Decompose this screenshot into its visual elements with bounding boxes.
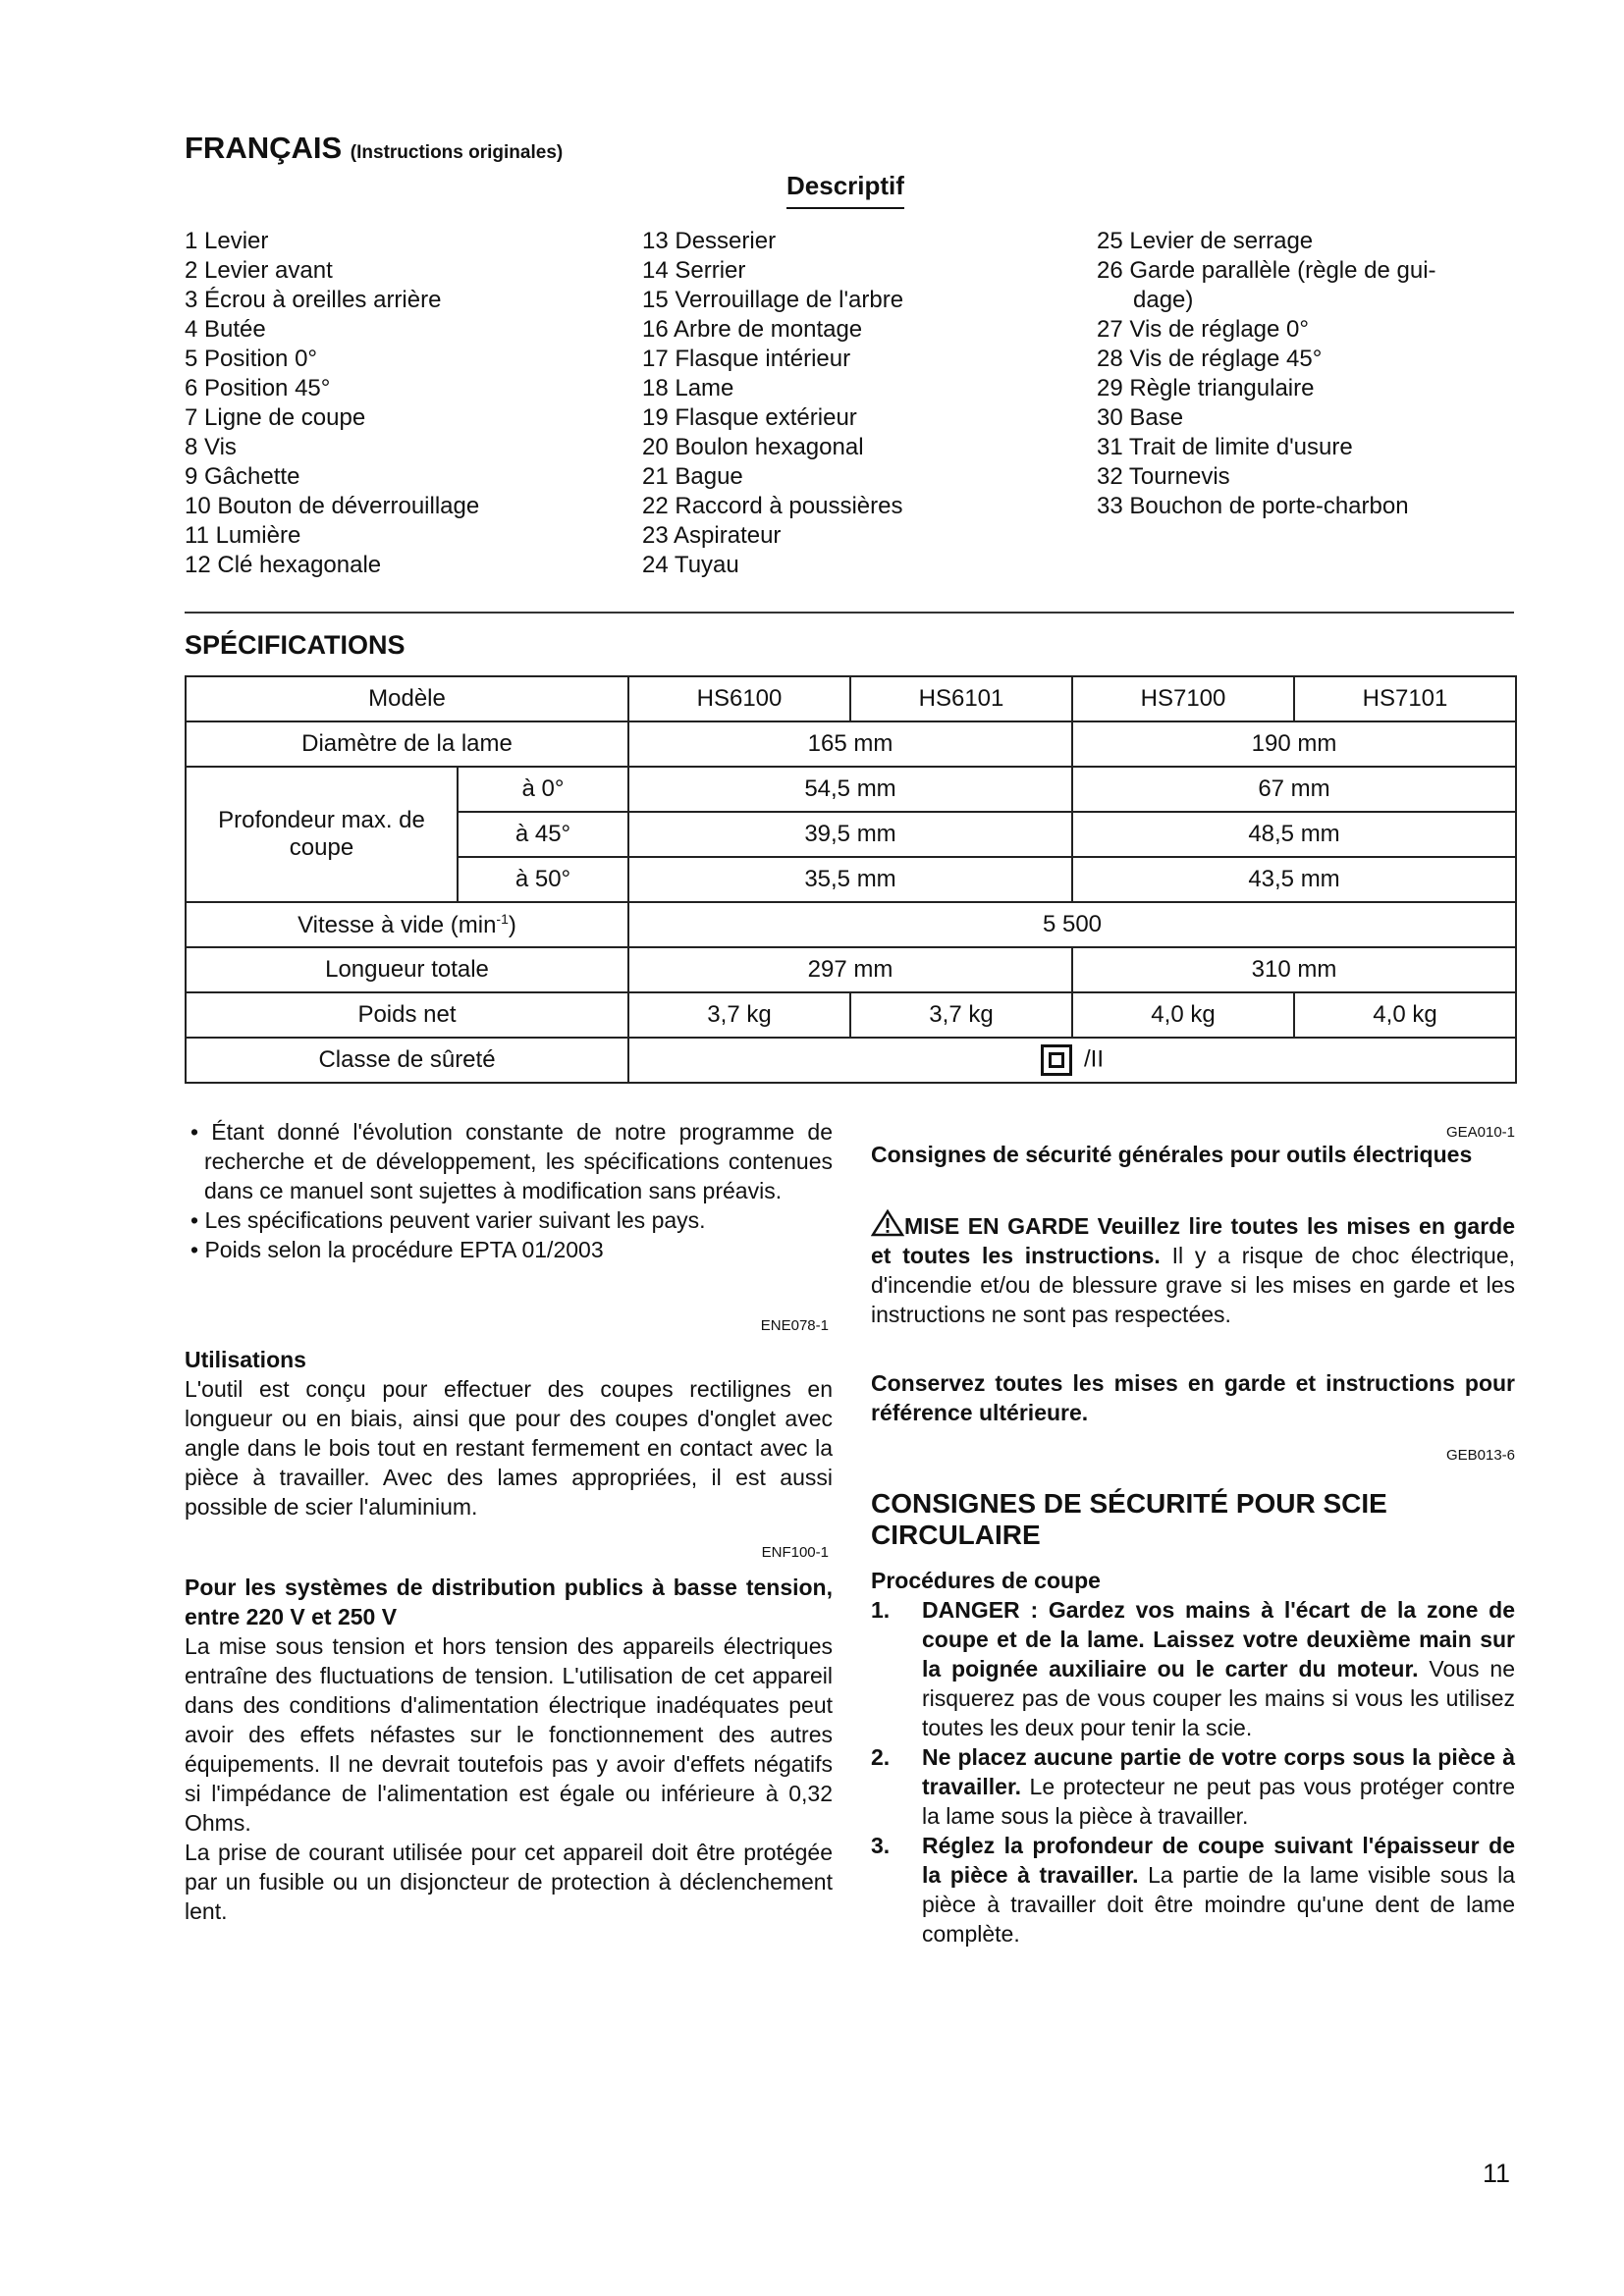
table-row — [186, 947, 1516, 992]
legend-item: 3 Écrou à oreilles arrière — [185, 287, 442, 313]
descriptif-heading: Descriptif — [786, 171, 904, 209]
legend-item: 19 Flasque extérieur — [642, 404, 857, 431]
legend-item: 27 Vis de réglage 0° — [1097, 316, 1309, 343]
legend-item: 33 Bouchon de porte-charbon — [1097, 493, 1409, 519]
section-divider — [185, 612, 1514, 614]
legend-item: 1 Levier — [185, 228, 269, 254]
speed-label-close: ) — [508, 911, 516, 938]
table-row — [186, 676, 1516, 721]
page-number: 11 — [1483, 2159, 1511, 2188]
item-bold: DANGER : Gardez vos mains à l'écart de la zone de coupe et de la lame. Laissez votre deuxième main sur la poignée auxiliaire ou le carter du moteur. — [922, 1597, 1515, 1682]
class-label-cell: Classe de sûreté — [186, 1038, 628, 1083]
use-text: L'outil est conçu pour effectuer des coupes rectilignes en longueur ou en biais, ainsi que pour des coupes d'onglet avec angle dans le bois tout en restant fermement en contact avec la pièce à travailler. Avec des lames appropriées, il est aussi possible de scier l'aluminium. — [185, 1376, 833, 1520]
power-text-1: La mise sous tension et hors tension des appareils électriques entraîne des fluctuations de tension. L'utilisation de cet appareil dans des conditions d'alimentation électrique inadéquates peut avoir des effets néfastes sur le fonctionnement des autres équipements. Il ne devrait toutefois pas y avoir d'effets négatifs si l'impédance de l'alimentation est égale ou inférieure à 0,32 Ohms. — [185, 1633, 833, 1836]
item-number: 1. — [871, 1597, 891, 1623]
warning-text: Il y a risque de choc électrique, d'incendie et/ou de blessure grave si les mises en garde et les instructions ne sont pas respectées. — [871, 1243, 1516, 1327]
item-bold: Ne placez aucune partie de votre corps sous la pièce à travailler. — [922, 1744, 1515, 1799]
power-title: Pour les systèmes de distribution publics à basse tension, entre 220 V et 250 V — [185, 1575, 833, 1629]
legend-item: 20 Boulon hexagonal — [642, 434, 864, 460]
item-text: Vous ne risquerez pas de vous couper les mains si vous les utilisez toutes les deux pour tenir la scie. — [922, 1656, 1515, 1740]
reference-code: GEB013-6 — [1445, 1447, 1515, 1464]
blade-label-cell: Diamètre de la lame — [186, 721, 628, 767]
depth-value-cell: 35,5 mm — [628, 857, 1072, 902]
legend-item: 30 Base — [1097, 404, 1184, 431]
angle-cell: à 50° — [458, 857, 628, 902]
speed-label-cell — [186, 902, 628, 947]
legend-item: 23 Aspirateur — [642, 522, 782, 549]
item-text: Le protecteur ne peut pas vous protéger contre la lame sous la pièce à travailler. — [922, 1774, 1515, 1829]
model-label-cell: Modèle — [186, 676, 628, 721]
legend-item: 17 Flasque intérieur — [642, 346, 851, 372]
model-cell: HS7101 — [1294, 676, 1516, 721]
legend-column-3 — [1097, 227, 1436, 521]
table-row — [186, 902, 1516, 947]
speed-unit-sup: -1 — [496, 910, 509, 927]
legend-item: 22 Raccord à poussières — [642, 493, 903, 519]
power-text-2: La prise de courant utilisée pour cet appareil doit être protégée par un fusible ou un disjoncteur de protection à déclenchement lent. — [185, 1840, 833, 1924]
legend-item: 31 Trait de limite d'usure — [1097, 434, 1353, 460]
model-cell: HS7100 — [1072, 676, 1294, 721]
procedures-title: Procédures de coupe — [871, 1568, 1101, 1593]
power-section — [185, 1573, 833, 1926]
blade-value-cell: 165 mm — [628, 721, 1072, 767]
language-subtitle: (Instructions originales) — [350, 142, 564, 163]
double-insulation-icon — [1041, 1044, 1072, 1076]
note-item: • Les spécifications peuvent varier suivant les pays. — [190, 1207, 706, 1233]
table-row — [186, 1038, 1516, 1083]
warning-bold: MISE EN GARDE Veuillez lire toutes les mises en garde et toutes les instructions. — [871, 1213, 1515, 1268]
reference-code: ENE078-1 — [760, 1317, 829, 1334]
depth-value-cell: 54,5 mm — [628, 767, 1072, 812]
list-item — [871, 1831, 1515, 1949]
language-title: FRANÇAIS — [185, 131, 343, 165]
procedure-list — [871, 1595, 1515, 1949]
legend-column-2 — [642, 227, 903, 580]
weight-cell: 3,7 kg — [628, 992, 850, 1038]
general-safety-title: Consignes de sécurité générales pour outils électriques — [871, 1142, 1473, 1167]
length-value-cell: 297 mm — [628, 947, 1072, 992]
item-bold: Réglez la profondeur de coupe suivant l'épaisseur de la pièce à travailler. — [922, 1833, 1515, 1888]
legend-item: 9 Gâchette — [185, 463, 300, 490]
use-section — [185, 1345, 833, 1522]
model-cell: HS6100 — [628, 676, 850, 721]
warning-triangle-icon — [871, 1209, 904, 1237]
depth-value-cell: 43,5 mm — [1072, 857, 1516, 902]
speed-value-cell: 5 500 — [628, 902, 1516, 947]
legend-item: 4 Butée — [185, 316, 266, 343]
saw-safety-title: CONSIGNES DE SÉCURITÉ POUR SCIE CIRCULAIRE — [871, 1488, 1387, 1550]
specifications-table — [185, 675, 1517, 1084]
weight-cell: 4,0 kg — [1294, 992, 1516, 1038]
legend-item: 32 Tournevis — [1097, 463, 1230, 490]
depth-value-cell: 48,5 mm — [1072, 812, 1516, 857]
legend-item: dage) — [1133, 287, 1194, 313]
use-title: Utilisations — [185, 1347, 306, 1372]
item-number: 3. — [871, 1833, 891, 1858]
depth-label-cell: Profondeur max. de coupe — [186, 767, 458, 902]
list-item — [871, 1595, 1515, 1742]
legend-item: 15 Verrouillage de l'arbre — [642, 287, 904, 313]
depth-value-cell: 39,5 mm — [628, 812, 1072, 857]
list-item — [871, 1742, 1515, 1831]
spec-notes — [185, 1117, 833, 1264]
note-item: • Poids selon la procédure EPTA 01/2003 — [190, 1237, 604, 1262]
legend-item: 8 Vis — [185, 434, 237, 460]
angle-cell: à 45° — [458, 812, 628, 857]
legend-item: 14 Serrier — [642, 257, 746, 284]
legend-item: 16 Arbre de montage — [642, 316, 863, 343]
depth-value-cell: 67 mm — [1072, 767, 1516, 812]
legend-item: 11 Lumière — [185, 522, 301, 549]
legend-item: 13 Desserier — [642, 228, 777, 254]
speed-label: Vitesse à vide (min — [298, 911, 497, 938]
angle-cell: à 0° — [458, 767, 628, 812]
weight-label-cell: Poids net — [186, 992, 628, 1038]
note-item: • Étant donné l'évolution constante de notre programme de recherche et de développement, les spécifications contenues dans ce manuel sont sujettes à modification sans préavis. — [190, 1119, 833, 1203]
legend-column-1 — [185, 227, 479, 580]
item-text: La partie de la lame visible sous la pièce à travailler doit être moindre qu'une dent de lame complète. — [922, 1862, 1515, 1947]
blade-value-cell: 190 mm — [1072, 721, 1516, 767]
length-value-cell: 310 mm — [1072, 947, 1516, 992]
legend-item: 5 Position 0° — [185, 346, 318, 372]
reference-code: ENF100-1 — [761, 1544, 829, 1561]
weight-cell: 4,0 kg — [1072, 992, 1294, 1038]
warning-paragraph — [871, 1209, 1515, 1329]
language-heading — [185, 131, 563, 166]
legend-item: 18 Lame — [642, 375, 734, 401]
length-label-cell: Longueur totale — [186, 947, 628, 992]
class-value-cell — [628, 1038, 1516, 1083]
table-row — [186, 992, 1516, 1038]
legend-item: 12 Clé hexagonale — [185, 552, 382, 578]
legend-item: 7 Ligne de coupe — [185, 404, 366, 431]
legend-item: 21 Bague — [642, 463, 743, 490]
legend-item: 29 Règle triangulaire — [1097, 375, 1315, 401]
legend-item: 28 Vis de réglage 45° — [1097, 346, 1323, 372]
legend-item: 25 Levier de serrage — [1097, 228, 1314, 254]
legend-item: 6 Position 45° — [185, 375, 331, 401]
reference-code: GEA010-1 — [1445, 1124, 1515, 1141]
class-value: /II — [1083, 1045, 1104, 1073]
model-cell: HS6101 — [850, 676, 1072, 721]
legend-item: 2 Levier avant — [185, 257, 333, 284]
specifications-title: SPÉCIFICATIONS — [185, 630, 406, 660]
weight-cell: 3,7 kg — [850, 992, 1072, 1038]
table-row — [186, 721, 1516, 767]
legend-item: 10 Bouton de déverrouillage — [185, 493, 480, 519]
table-row — [186, 767, 1516, 812]
item-number: 2. — [871, 1744, 891, 1770]
keep-instructions: Conservez toutes les mises en garde et instructions pour référence ultérieure. — [871, 1370, 1515, 1425]
legend-item: 26 Garde parallèle (règle de gui- — [1097, 257, 1436, 284]
legend-item: 24 Tuyau — [642, 552, 739, 578]
